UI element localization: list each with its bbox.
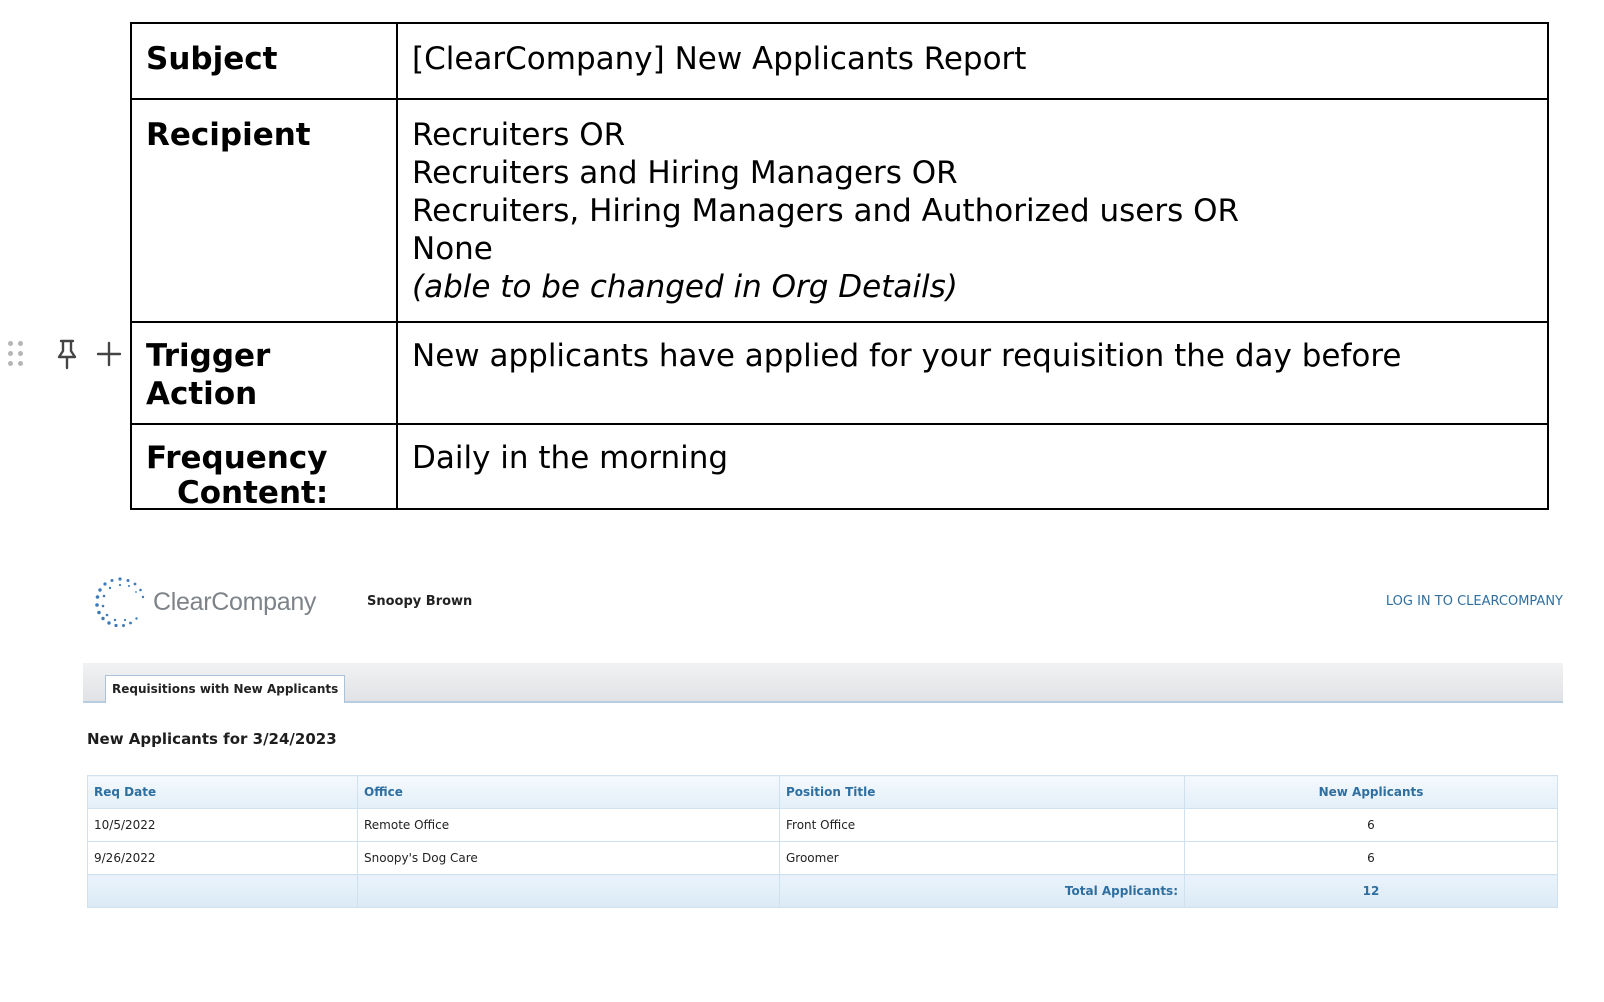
row-gutter-controls xyxy=(8,336,122,372)
cell-position-title: Groomer xyxy=(780,842,1185,875)
trigger-action-key: Trigger Action xyxy=(131,322,397,424)
recipient-option: Recruiters and Hiring Managers OR xyxy=(412,155,958,191)
clearcompany-logo xyxy=(93,575,316,629)
subject-key: Subject xyxy=(131,23,397,99)
plus-icon[interactable] xyxy=(96,341,122,367)
clearcompany-logo-icon xyxy=(93,575,147,629)
column-header-office: Office xyxy=(358,776,780,809)
frequency-key: Frequency xyxy=(131,424,397,509)
cell-position-title: Front Office xyxy=(780,809,1185,842)
subject-value: [ClearCompany] New Applicants Report xyxy=(397,23,1548,99)
recipient-option: None xyxy=(412,231,493,267)
user-name: Snoopy Brown xyxy=(367,594,473,609)
table-row xyxy=(88,809,1558,842)
column-header-req-date: Req Date xyxy=(88,776,358,809)
row-subject xyxy=(131,23,1548,99)
tab-requisitions-new-applicants[interactable]: Requisitions with New Applicants xyxy=(105,675,345,703)
table-total-row xyxy=(88,875,1558,908)
frequency-value: Daily in the morning xyxy=(397,424,1548,509)
row-trigger-action xyxy=(131,322,1548,424)
total-applicants-value: 12 xyxy=(1185,875,1558,908)
recipient-note: (able to be changed in Org Details) xyxy=(412,269,958,305)
recipient-option: Recruiters OR xyxy=(412,117,626,153)
cell-new-applicants: 6 xyxy=(1185,842,1558,875)
cell-office: Remote Office xyxy=(358,809,780,842)
content-label: Content: xyxy=(177,475,329,511)
total-empty-cell xyxy=(358,875,780,908)
recipient-value xyxy=(397,99,1548,322)
logo-text: ClearCompany xyxy=(153,587,317,616)
notification-info-table xyxy=(130,22,1549,510)
row-recipient xyxy=(131,99,1548,322)
total-empty-cell xyxy=(88,875,358,908)
total-applicants-label: Total Applicants: xyxy=(780,875,1185,908)
cell-new-applicants: 6 xyxy=(1185,809,1558,842)
trigger-action-value: New applicants have applied for your requisition the day before xyxy=(397,322,1548,424)
cell-req-date: 9/26/2022 xyxy=(88,842,358,875)
login-link[interactable]: LOG IN TO CLEARCOMPANY xyxy=(1385,594,1563,609)
column-header-new-applicants: New Applicants xyxy=(1185,776,1558,809)
table-header-row xyxy=(88,776,1558,809)
cell-req-date: 10/5/2022 xyxy=(88,809,358,842)
recipient-key: Recipient xyxy=(131,99,397,322)
cell-office: Snoopy's Dog Care xyxy=(358,842,780,875)
tab-bar xyxy=(83,663,1563,703)
recipient-option: Recruiters, Hiring Managers and Authorized users OR xyxy=(412,193,1240,229)
report-heading: New Applicants for 3/24/2023 xyxy=(87,730,337,748)
email-preview xyxy=(83,565,1563,915)
new-applicants-table xyxy=(87,775,1558,908)
table-row xyxy=(88,842,1558,875)
row-frequency xyxy=(131,424,1548,509)
drag-handle-icon[interactable] xyxy=(8,339,26,369)
column-header-position-title: Position Title xyxy=(780,776,1185,809)
pin-icon[interactable] xyxy=(54,338,80,370)
